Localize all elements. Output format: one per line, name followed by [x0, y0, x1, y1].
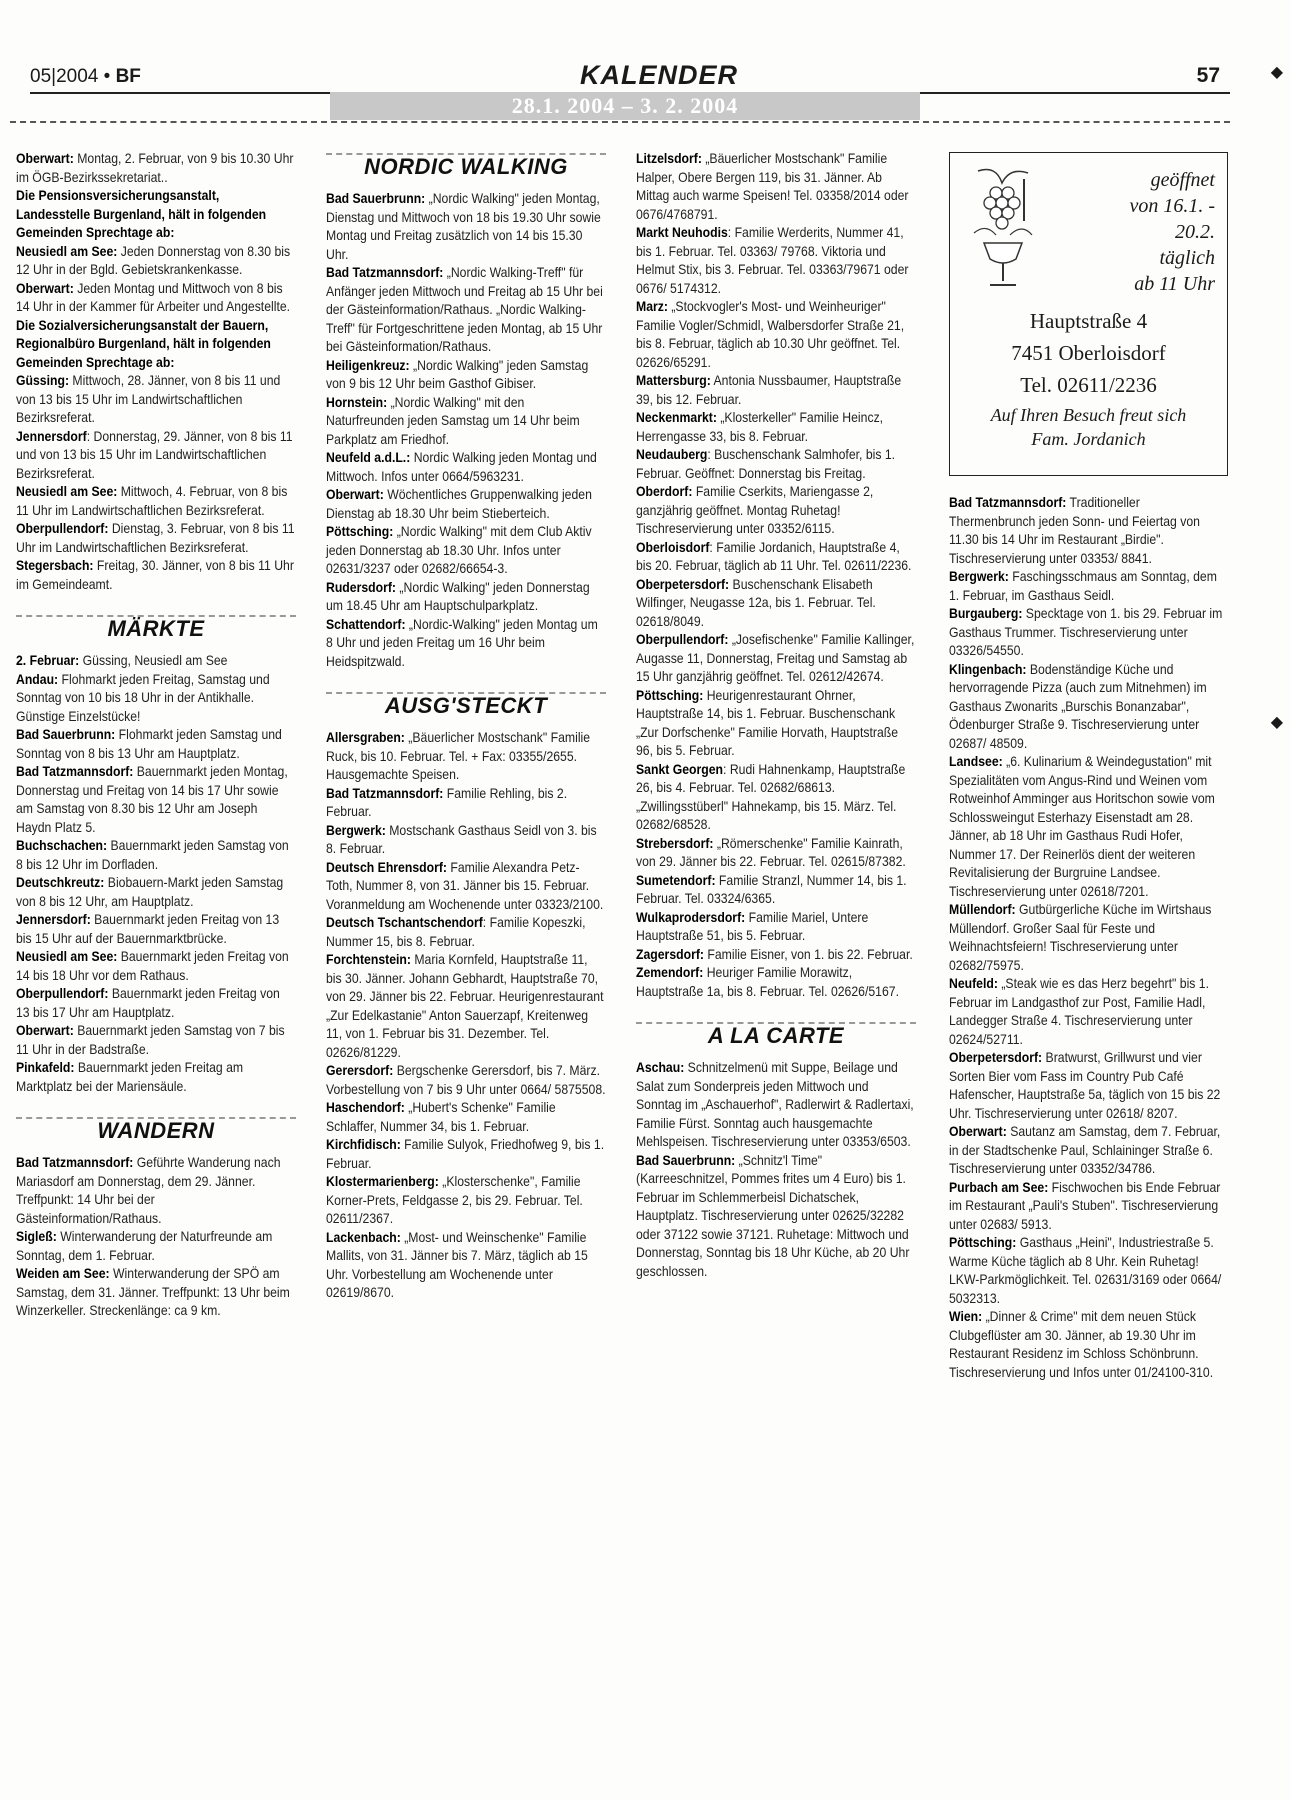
entry-text: Jeden Donnerstag von 8.30 bis 12 Uhr in der Bgld. Gebietskrankenkasse. — [16, 243, 291, 277]
entry-text: Specktage von 1. bis 29. Februar im Gasthaus Trummer. Tischreservierung unter 03326/54550. — [949, 606, 1223, 658]
nordic-walking-list — [326, 190, 606, 671]
entry-place: Oberpullendorf: — [16, 521, 109, 536]
calendar-entry — [16, 557, 296, 594]
wandern-list — [16, 1154, 296, 1321]
entry-place: Die Pensionsversicherungsanstalt, Landesstelle Burgenland, hält in folgenden Gemeinden Sprechtage ab: — [16, 188, 267, 240]
entry-text: Maria Kornfeld, Hauptstraße 11, bis 30. Jänner. Johann Gebhardt, Hauptstraße 70, von 29. Jänner bis 22. Februar. Heurigenrestaurant „Zur Edelkastanie" Anton Sauerzapf, Kreitenweg 11, von 1. Februar bis 31. Dezember. Tel. 02626/81229. — [326, 952, 604, 1060]
entry-place: Oberwart: — [949, 1124, 1007, 1139]
open-line: täglich — [1159, 247, 1215, 269]
calendar-entry — [326, 785, 606, 822]
calendar-entry — [16, 243, 296, 280]
entry-place: Bad Sauerbrunn: — [16, 727, 116, 742]
calendar-entry — [949, 901, 1226, 975]
a-la-carte-list — [636, 1059, 916, 1281]
entry-text: : Buschenschank Salmhofer, bis 1. Februar. Geöffnet: Donnerstag bis Freitag. — [636, 447, 896, 481]
calendar-entry — [16, 317, 296, 373]
calendar-entry — [636, 835, 916, 872]
entry-text: Bauernmarkt jeden Samstag von 8 bis 12 Uhr im Dorfladen. — [16, 838, 289, 872]
entry-text: Flohmarkt jeden Freitag, Samstag und Sonntag von 10 bis 18 Uhr in der Antikhalle. Günstige Einzelstücke! — [16, 671, 270, 724]
entry-place: Weiden am See: — [16, 1266, 110, 1281]
calendar-entry — [16, 372, 296, 428]
ad-footer-line: Fam. Jordanich — [1031, 429, 1146, 449]
calendar-entry — [16, 726, 296, 763]
calendar-entry — [16, 874, 296, 911]
calendar-entry — [949, 1179, 1226, 1235]
calendar-entry — [326, 729, 606, 785]
page-number: 57 — [1196, 64, 1220, 87]
address-phone: Tel. 02611/2236 — [1020, 373, 1157, 397]
section-header-nordic — [326, 150, 606, 184]
entry-text: „Most- und Weinschenke" Familie Mallits, von 31. Jänner bis 7. März, täglich ab 15 Uhr. Vorbestellung am Wochenende unter 02619/8670. — [326, 1229, 588, 1300]
calendar-entry — [16, 1154, 296, 1228]
calendar-entry — [16, 1228, 296, 1265]
entry-place: Mattersburg: — [636, 373, 711, 388]
calendar-entry — [326, 914, 606, 951]
entry-text: Schnitzelmenü mit Suppe, Beilage und Salat zum Sonderpreis jeden Mittwoch und Sonntag im „Aschauerhof", Radlerwirt & Radlertaxi, Familie Fürst. Sonntag auch hausgemachte Mehlspeisen. Tischreservierung unter 03353/6503. — [636, 1060, 914, 1149]
calendar-entry — [16, 763, 296, 837]
calendar-entry — [16, 671, 296, 727]
entry-text: Familie Cserkits, Mariengasse 2, ganzjährig geöffnet. Montag Ruhetag! Tischreservierung unter 03352/6115. — [636, 484, 874, 536]
calendar-entry — [326, 1136, 606, 1173]
entry-place: Klingenbach: — [949, 661, 1027, 677]
calendar-entry — [326, 1062, 606, 1099]
entry-text: „Josefischenke" Familie Kallinger, Augasse 11, Donnerstag, Freitag und Samstag ab 15 Uhr ganzjährig geöffnet. Tel. 02612/42674. — [636, 632, 915, 684]
entry-place: Oberloisdorf — [636, 539, 710, 555]
calendar-entry — [949, 494, 1226, 568]
calendar-entry — [636, 909, 916, 946]
entry-text: „Dinner & Crime" mit dem neuen Stück Clubgeflüster am 30. Jänner, ab 19.30 Uhr im Restaurant Residenz im Schloss Schönbrunn. Tischreservierung und Infos unter 01/24100-310. — [949, 1309, 1214, 1380]
entry-place: Litzelsdorf: — [636, 151, 702, 166]
entry-place: Landsee: — [949, 754, 1003, 769]
entry-text: Faschingsschmaus am Sonntag, dem 1. Februar, im Gasthaus Seidl. — [949, 569, 1217, 603]
entry-text: Bauernmarkt jeden Freitag von 14 bis 18 Uhr vor dem Rathaus. — [16, 949, 289, 983]
entry-place: Sankt Georgen — [636, 761, 724, 777]
entry-text: : Familie Kopeszki, Nummer 15, bis 8. Februar. — [326, 915, 586, 949]
address-city: 7451 Oberloisdorf — [1011, 341, 1166, 365]
calendar-entry — [949, 753, 1226, 901]
ausgsteckt-list-cont — [636, 150, 916, 1001]
ad-footer — [950, 403, 1227, 451]
entry-place: 2. Februar: — [16, 653, 80, 668]
entry-text: „Nordic Walking" jeden Montag, Dienstag und Mittwoch von 18 bis 19.30 Uhr sowie Montag und Freitag zusätzlich von 14 bis 15.30 Uhr. — [326, 191, 601, 262]
maerkte-list — [16, 652, 296, 1096]
calendar-entry — [636, 946, 916, 965]
address-street: Hauptstraße 4 — [1029, 309, 1148, 333]
entry-place: Pinkafeld: — [16, 1060, 75, 1075]
entry-place: Wulkaprodersdorf: — [636, 909, 746, 925]
entry-place: Sigleß: — [16, 1229, 57, 1244]
calendar-entry — [636, 446, 916, 483]
column-4 — [949, 494, 1226, 1382]
entry-place: Deutsch Tschantschendorf — [326, 915, 483, 930]
entry-place: Bad Tatzmannsdorf: — [326, 265, 444, 280]
column-1 — [16, 150, 296, 1321]
entry-place: Allersgraben: — [326, 730, 405, 745]
calendar-entry — [16, 1059, 296, 1096]
entry-place: Oberpullendorf: — [636, 632, 729, 647]
header-divider — [10, 121, 1230, 123]
entry-place: Bad Sauerbrunn: — [326, 191, 426, 206]
entry-text: Montag, 2. Februar, von 9 bis 10.30 Uhr im ÖGB-Bezirkssekretariat.. — [16, 151, 294, 185]
calendar-entry — [326, 822, 606, 859]
entry-text: Familie Stranzl, Nummer 14, bis 1. Februar. Tel. 03324/6365. — [636, 872, 907, 906]
sprechtage-list — [16, 150, 296, 594]
section-header-ausgsteckt — [326, 689, 606, 723]
entry-place: Burgauberg: — [949, 606, 1023, 621]
entry-text: Jeden Montag und Mittwoch von 8 bis 14 Uhr in der Kammer für Arbeiter und Angestellte. — [16, 280, 291, 314]
section-title-ausgsteckt: AUSG'STECKT — [384, 693, 548, 718]
calendar-entry — [326, 449, 606, 486]
entry-text: „Bäuerlicher Mostschank" Familie Halper, Obere Bergen 119, bis 31. Jänner. Ab Mittag auch warme Speisen! Tel. 03358/2014 oder 0676/4768791. — [636, 151, 909, 222]
section-title: KALENDER — [580, 60, 739, 90]
section-title-maerkte: MÄRKTE — [107, 616, 205, 641]
calendar-entry — [16, 985, 296, 1022]
a-la-carte-list-cont — [949, 494, 1226, 1382]
calendar-entry — [636, 372, 916, 409]
calendar-entry — [326, 1099, 606, 1136]
entry-place: Purbach am See: — [949, 1179, 1049, 1195]
entry-place: Strebersdorf: — [636, 835, 714, 851]
open-line: ab 11 Uhr — [1134, 273, 1215, 295]
calendar-entry — [16, 150, 296, 187]
calendar-entry — [636, 964, 916, 1001]
entry-place: Oberwart: — [16, 1023, 74, 1038]
entry-place: Oberdorf: — [636, 484, 693, 499]
calendar-entry — [636, 409, 916, 446]
entry-text: Biobauern-Markt jeden Samstag von 8 bis 12 Uhr, am Hauptplatz. — [16, 875, 284, 909]
calendar-entry — [636, 150, 916, 224]
entry-text: Dienstag, 3. Februar, von 8 bis 11 Uhr im Landwirtschaftlichen Bezirksreferat. — [16, 521, 295, 555]
entry-text: „Nordic Walking" jeden Donnerstag um 18.45 Uhr am Hauptschulparkplatz. — [326, 579, 590, 613]
entry-place: Hornstein: — [326, 394, 388, 410]
entry-place: Jennersdorf — [16, 428, 87, 444]
calendar-entry — [949, 661, 1226, 754]
entry-text: Winterwanderung der SPÖ am Samstag, dem 31. Jänner. Treffpunkt: 13 Uhr beim Winzerkeller. Streckenlänge: ca 9 km. — [16, 1266, 290, 1318]
calendar-entry — [636, 483, 916, 539]
entry-place: Neufeld a.d.L.: — [326, 450, 411, 465]
entry-place: Neusiedl am See: — [16, 484, 118, 499]
entry-text: Familie Alexandra Petz-Toth, Nummer 8, von 31. Jänner bis 15. Februar. Voranmeldung am Wochenende unter 03323/2100. — [326, 859, 604, 912]
calendar-entry — [636, 687, 916, 761]
section-header-carte — [636, 1019, 916, 1053]
entry-place: Neufeld: — [949, 976, 998, 991]
entry-place: Markt Neuhodis — [636, 225, 728, 240]
entry-place: Neusiedl am See: — [16, 243, 118, 259]
entry-place: Bergwerk: — [326, 822, 386, 838]
entry-text: „Nordic-Walking" jeden Montag um 8 Uhr und jeden Freitag um 16 Uhr beim Heidspitzwald. — [326, 616, 598, 669]
opening-hours — [1065, 167, 1215, 297]
entry-place: Marz: — [636, 299, 668, 314]
entry-text: Familie Rehling, bis 2. Februar. — [326, 785, 568, 819]
entry-text: : Familie Werderits, Nummer 41, bis 1. Februar. Tel. 03363/ 79768. Viktoria und Helmut Stix, bis 3. Februar. Tel. 03363/79671 oder 0676/ 5174312. — [636, 225, 909, 296]
calendar-entry — [16, 187, 296, 243]
entry-place: Schattendorf: — [326, 616, 406, 632]
entry-place: Bad Tatzmannsdorf: — [16, 764, 134, 779]
entry-text: Heurigenrestaurant Ohrner, Hauptstraße 14, bis 1. Februar. Buschenschank „Zur Dorfschenke" Familie Horvath, Hauptstraße 96, bis 5. Februar. — [636, 687, 899, 758]
section-title-carte: A LA CARTE — [707, 1023, 845, 1048]
entry-place: Aschau: — [636, 1060, 685, 1075]
entry-place: Rudersdorf: — [326, 579, 397, 595]
entry-place: Bad Sauerbrunn: — [636, 1152, 736, 1168]
calendar-entry — [326, 579, 606, 616]
entry-place: Sumetendorf: — [636, 872, 716, 888]
entry-place: Bad Tatzmannsdorf: — [326, 785, 444, 801]
entry-text: Mostschank Gasthaus Seidl von 3. bis 8. Februar. — [326, 822, 597, 856]
entry-text: : Rudi Hahnenkamp, Hauptstraße 26, bis 4. Februar. Tel. 02682/68613. „Zwillingsstüberl" Hahnekamp, bis 15. März. Tel. 02682/68528. — [636, 761, 906, 832]
entry-text: Mittwoch, 4. Februar, von 8 bis 11 Uhr im Landwirtschaftlichen Bezirksreferat. — [16, 484, 288, 518]
entry-place: Kirchfidisch: — [326, 1137, 401, 1152]
entry-place: Oberwart: — [326, 487, 384, 502]
entry-place: Gerersdorf: — [326, 1063, 394, 1078]
entry-text: Heuriger Familie Morawitz, Hauptstraße 1a, bis 8. Februar. Tel. 02626/5167. — [636, 965, 899, 999]
calendar-entry — [16, 911, 296, 948]
brand-name: BF — [115, 66, 141, 87]
margin-bullet: ◆ — [1270, 64, 1283, 81]
section-title-nordic: NORDIC WALKING — [364, 154, 568, 179]
calendar-entry — [636, 1059, 916, 1152]
issue-number: 05|2004 — [30, 66, 99, 87]
calendar-entry — [949, 1123, 1226, 1179]
entry-place: Oberpetersdorf: — [636, 576, 730, 592]
calendar-entry — [326, 486, 606, 523]
entry-text: Nordic Walking jeden Montag und Mittwoch. Infos unter 0664/5963231. — [326, 450, 597, 484]
calendar-entry — [636, 576, 916, 632]
calendar-entry — [949, 1049, 1226, 1123]
entry-text: „Schnitz'l Time" (Karreeschnitzel, Pommes frites um 4 Euro) bis 1. Februar im Schlemmerbeisl Dichatschek, Hauptplatz. Tischreservierung unter 02625/32282 oder 37122 sowie 37121. Ruhetage: Mittwoch und Donnerstag, Sonntag bis 18 Uhr Küche, ab 20 Uhr geschlossen. — [636, 1152, 910, 1279]
entry-text: Bauernmarkt jeden Freitag von 13 bis 15 Uhr auf der Bauernmarktbrücke. — [16, 912, 280, 946]
entry-text: : Donnerstag, 29. Jänner, von 8 bis 11 und von 13 bis 15 Uhr im Landwirtschaftlichen Bezirksreferat. — [16, 428, 293, 481]
entry-text: Gutbürgerliche Küche im Wirtshaus Müllendorf. Großer Saal für Feste und Weihnachtsfeiern! Tischreservierung unter 02682/75975. — [949, 902, 1212, 973]
entry-text: Antonia Nussbaumer, Hauptstraße 39, bis 12. Februar. — [636, 373, 902, 407]
ad-footer-line: Auf Ihren Besuch freut sich — [990, 405, 1187, 425]
calendar-entry — [949, 1308, 1226, 1382]
entry-place: Pöttsching: — [949, 1235, 1017, 1250]
entry-place: Heiligenkreuz: — [326, 357, 410, 373]
calendar-entry — [636, 631, 916, 687]
calendar-entry — [16, 280, 296, 317]
entry-place: Oberwart: — [16, 151, 74, 166]
entry-text: Bodenständige Küche und hervorragende Pizza (auch zum Mitnehmen) im Gasthaus Zwonarits „Burschis Bonanzabar", Ödenburger Straße 9. Tischreservierung unter 02687/ 48509. — [949, 661, 1207, 751]
calendar-entry — [636, 1152, 916, 1282]
calendar-entry — [326, 1229, 606, 1303]
entry-text: Bratwurst, Grillwurst und vier Sorten Bier vom Fass im Country Pub Café Hafenscher, Hauptstraße 5a, täglich von 15 bis 22 Uhr. Tischreservierung unter 02618/ 8207. — [949, 1050, 1221, 1121]
calendar-entry — [636, 872, 916, 909]
column-2 — [326, 150, 606, 1303]
entry-place: Oberpullendorf: — [16, 986, 109, 1001]
calendar-entry — [949, 1234, 1226, 1308]
calendar-entry — [949, 568, 1226, 605]
entry-text: „6. Kulinarium & Weindegustation" mit Spezialitäten vom Angus-Rind und Weinen vom Rotweinhof Amminger aus Horitschon sowie vom Schlossweingut Esterhazy Eisenstadt am 28. Jänner, ab 18 Uhr im Gasthaus Rudi Hofer, Nummer 17. Der Reinerlös dient der weiteren Revitalisierung der Burgruine Landsee. Tischreservierung unter 02618/7201. — [949, 754, 1215, 899]
entry-place: Andau: — [16, 671, 59, 687]
calendar-entry — [16, 520, 296, 557]
open-line: geöffnet — [1150, 169, 1215, 191]
entry-place: Bergwerk: — [949, 569, 1009, 584]
entry-place: Forchtenstein: — [326, 952, 411, 967]
entry-text: „Nordic Walking" mit den Naturfreunden jeden Samstag um 14 Uhr beim Parkplatz am Friedhof. — [326, 394, 580, 447]
entry-text: „Römerschenke" Familie Kainrath, von 29. Jänner bis 22. Februar. Tel. 02615/87382. — [636, 835, 906, 869]
entry-place: Die Sozialversicherungsanstalt der Bauern, Regionalbüro Burgenland, hält in folgenden Gemeinden Sprechtage ab: — [16, 317, 271, 370]
entry-place: Güssing: — [16, 373, 70, 388]
entry-text: Bauernmarkt jeden Samstag von 7 bis 11 Uhr in der Badstraße. — [16, 1023, 285, 1057]
issue-label — [30, 66, 141, 88]
calendar-entry — [16, 483, 296, 520]
entry-place: Stegersbach: — [16, 558, 94, 573]
entry-text: Sautanz am Samstag, dem 7. Februar, in der Stadtschenke Paul, Schlaininger Straße 6. Tischreservierung unter 03352/34786. — [949, 1124, 1221, 1176]
entry-place: Jennersdorf: — [16, 912, 91, 927]
entry-place: Oberwart: — [16, 280, 74, 296]
entry-text: „Klosterkeller" Familie Heincz, Herrengasse 33, bis 8. Februar. — [636, 410, 884, 444]
entry-text: Familie Eisner, von 1. bis 22. Februar. — [703, 946, 913, 962]
advertisement-box — [949, 152, 1228, 476]
calendar-entry — [16, 1265, 296, 1321]
grapes-wine-icon — [966, 163, 1040, 293]
entry-place: Müllendorf: — [949, 902, 1016, 917]
entry-text: Geführte Wanderung nach Mariasdorf am Donnerstag, dem 29. Jänner. Treffpunkt: 14 Uhr bei der Gästeinformation/Rathaus. — [16, 1155, 281, 1226]
section-title-wandern: WANDERN — [97, 1118, 215, 1143]
entry-place: Neckenmarkt: — [636, 410, 717, 425]
calendar-entry — [16, 837, 296, 874]
entry-text: Güssing, Neusiedl am See — [79, 653, 228, 668]
calendar-entry — [636, 298, 916, 372]
section-header-wandern — [16, 1114, 296, 1148]
calendar-entry — [636, 539, 916, 576]
entry-text: Winterwanderung der Naturfreunde am Sonntag, dem 1. Februar. — [16, 1229, 273, 1263]
column-3 — [636, 150, 916, 1281]
margin-bullet: ◆ — [1270, 714, 1283, 731]
header-separator: • — [103, 66, 111, 87]
calendar-entry — [326, 1173, 606, 1229]
entry-text: Gasthaus „Heini", Industriestraße 5. Warme Küche täglich ab 8 Uhr. Kein Ruhetag! LKW-Parkmöglichkeit. Tel. 02631/3169 oder 0664/ 5032313. — [949, 1235, 1222, 1306]
entry-text: „Hubert's Schenke" Familie Schlaffer, Nummer 34, bis 1. Februar. — [326, 1100, 556, 1134]
entry-place: Pöttsching: — [636, 687, 704, 703]
entry-place: Bad Tatzmannsdorf: — [16, 1155, 134, 1170]
calendar-entry — [326, 616, 606, 672]
entry-text: „Steak wie es das Herz begehrt" bis 1. Februar im Landgasthof zur Post, Familie Hadl, Landegger Straße 4. Tischreservierung unter 02624/52711. — [949, 976, 1210, 1047]
entry-text: Bauernmarkt jeden Freitag von 13 bis 17 Uhr am Hauptplatz. — [16, 986, 280, 1020]
entry-place: Pöttsching: — [326, 524, 394, 539]
entry-place: Buchschachen: — [16, 838, 108, 853]
entry-place: Deutsch Ehrensdorf: — [326, 859, 448, 875]
entry-text: Traditioneller Thermenbrunch jeden Sonn- und Feiertag von 11.30 bis 14 Uhr im Restaurant „Birdie". Tischreservierung unter 03353/ 8841. — [949, 495, 1200, 566]
entry-place: Neusiedl am See: — [16, 949, 118, 964]
open-line: von 16.1. - — [1129, 195, 1215, 217]
calendar-entry — [949, 975, 1226, 1049]
calendar-entry — [16, 948, 296, 985]
entry-place: Zemendorf: — [636, 965, 704, 980]
entry-place: Klostermarienberg: — [326, 1174, 439, 1189]
entry-text: „Nordic Walking" jeden Samstag von 9 bis 12 Uhr beim Gasthof Gibiser. — [326, 357, 589, 391]
open-line: 20.2. — [1175, 221, 1215, 243]
section-header-maerkte — [16, 612, 296, 646]
entry-text: „Nordic Walking-Treff" für Anfänger jeden Mittwoch und Freitag ab 15 Uhr bei der Gästeinformation/Rathaus. „Nordic Walking-Treff" für Fortgeschrittene jeden Montag, ab 15 Uhr bei Gästeinformation/Rathaus. — [326, 265, 603, 354]
entry-text: Bergschenke Gerersdorf, bis 7. März. Vorbestellung von 7 bis 9 Uhr unter 0664/ 5875508. — [326, 1063, 606, 1097]
calendar-entry — [326, 357, 606, 394]
entry-text: Bauernmarkt jeden Montag, Donnerstag und Freitag von 14 bis 17 Uhr sowie am Samstag von 8.30 bis 12 Uhr am Joseph Haydn Platz 5. — [16, 764, 288, 835]
page-header — [30, 60, 1230, 94]
calendar-entry — [16, 428, 296, 484]
entry-place: Neudauberg — [636, 447, 708, 462]
entry-text: Buschenschank Elisabeth Wilfinger, Neugasse 12a, bis 1. Februar. Tel. 02618/8049. — [636, 576, 876, 629]
entry-place: Zagersdorf: — [636, 946, 704, 962]
calendar-entry — [326, 859, 606, 915]
calendar-entry — [636, 224, 916, 298]
calendar-entry — [16, 652, 296, 671]
entry-text: Freitag, 30. Jänner, von 8 bis 11 Uhr im Gemeindeamt. — [16, 558, 294, 592]
calendar-entry — [949, 605, 1226, 661]
entry-text: Familie Mariel, Untere Hauptstraße 51, bis 5. Februar. — [636, 909, 869, 943]
entry-place: Deutschkreutz: — [16, 875, 105, 890]
entry-text: Fischwochen bis Ende Februar im Restaurant „Pauli's Stuben". Tischreservierung unter 02683/ 5913. — [949, 1179, 1221, 1232]
entry-place: Wien: — [949, 1309, 983, 1324]
calendar-entry — [636, 761, 916, 835]
calendar-entry — [326, 951, 606, 1062]
calendar-entry — [326, 523, 606, 579]
calendar-entry — [326, 394, 606, 450]
entry-text: Bauernmarkt jeden Freitag am Marktplatz bei der Mariensäule. — [16, 1060, 244, 1094]
entry-place: Haschendorf: — [326, 1100, 405, 1115]
calendar-entry — [326, 264, 606, 357]
calendar-entry — [16, 1022, 296, 1059]
ad-address — [950, 305, 1227, 401]
entry-text: „Nordic Walking" mit dem Club Aktiv jeden Donnerstag ab 18.30 Uhr. Infos unter 02631/3237 oder 02682/66654-3. — [326, 524, 592, 576]
entry-text: „Bäuerlicher Mostschank" Familie Ruck, bis 10. Februar. Tel. + Fax: 03355/2655. Hausgemachte Speisen. — [326, 730, 591, 782]
entry-text: „Klosterschenke", Familie Korner-Prets, Feldgasse 2, bis 29. Februar. Tel. 02611/2367. — [326, 1174, 583, 1226]
entry-text: Familie Sulyok, Friedhofweg 9, bis 1. Februar. — [326, 1137, 605, 1171]
entry-text: : Familie Jordanich, Hauptstraße 4, bis 20. Februar, täglich ab 11 Uhr. Tel. 02611/2236. — [636, 539, 912, 573]
entry-text: Wöchentliches Gruppenwalking jeden Dienstag ab 18.30 Uhr beim Stieberteich. — [326, 487, 592, 521]
date-range-banner: 28.1. 2004 – 3. 2. 2004 — [330, 92, 920, 120]
entry-text: Mittwoch, 28. Jänner, von 8 bis 11 und von 13 bis 15 Uhr im Landwirtschaftlichen Bezirksreferat. — [16, 373, 281, 425]
entry-text: Flohmarkt jeden Samstag und Sonntag von 8 bis 13 Uhr am Hauptplatz. — [16, 727, 282, 761]
entry-place: Bad Tatzmannsdorf: — [949, 495, 1067, 510]
ausgsteckt-list — [326, 729, 606, 1303]
entry-text: „Stockvogler's Most- und Weinheuriger" Familie Vogler/Schmidl, Walbersdorfer Straße 21, bis 8. Februar, täglich ab 10.30 Uhr geöffnet. Tel. 02626/65291. — [636, 299, 905, 370]
calendar-entry — [326, 190, 606, 264]
entry-place: Oberpetersdorf: — [949, 1050, 1043, 1065]
entry-place: Lackenbach: — [326, 1229, 401, 1245]
